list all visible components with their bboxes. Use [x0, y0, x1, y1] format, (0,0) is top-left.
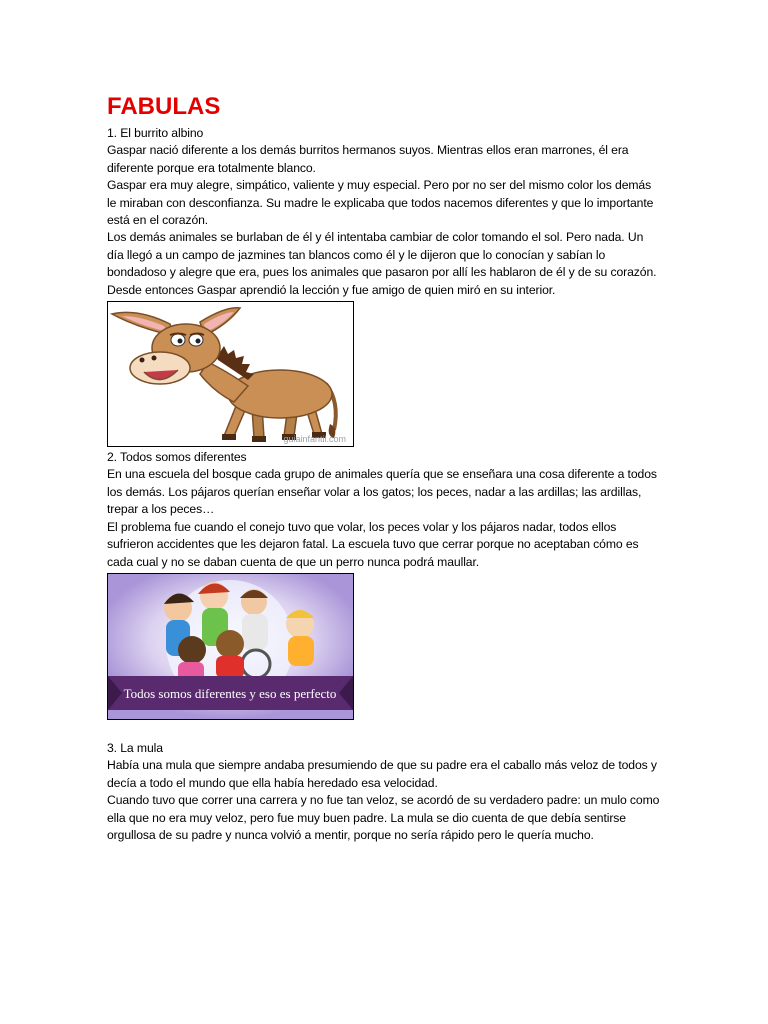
cartoon-children-group-icon — [108, 574, 353, 719]
spacer — [107, 722, 663, 740]
watermark-text: guiainfantil.com — [283, 434, 346, 445]
story-paragraph: Había una mula que siempre andaba presumiendo de que su padre era el caballo más veloz de todos y decía a todo el mundo que ella había heredado esa velocidad. — [107, 758, 657, 790]
story-paragraph: Los demás animales se burlaban de él y él intentaba cambiar de color tomando el sol. Pero nada. Un día llegó a un campo de jazmines tan blancos como él y le dijeron que lo conocían y sabían lo bondadoso y alegre que era, pues los animales que pasaron por allí les hablaron de él y de su corazón. Desde entonces Gaspar aprendió la lección y fue amigo de quien miró en su interior. — [107, 230, 657, 297]
children-illustration — [107, 573, 354, 720]
story-paragraph: Cuando tuvo que correr una carrera y no fue tan veloz, se acordó de su verdadero padre: un mulo como ella que no era muy veloz, pero fue muy buen padre. La mula se dio cuenta de que debía sentirse orgullosa de su padre y nunca volvió a mentir, porque no sería rápido pero le quería mucho. — [107, 793, 660, 842]
story-paragraph: El problema fue cuando el conejo tuvo que volar, los peces volar y los pájaros nadar, todos ellos sufrieron accidentes que les dejaron fatal. La escuela tuvo que cerrar porque no aceptaban cómo es cada cual y no se daban cuenta de que un perro nunca podrá maullar. — [107, 519, 639, 569]
document-page — [107, 92, 663, 844]
story-heading: 1. El burrito albino — [107, 126, 204, 140]
document-title: FABULAS — [107, 93, 221, 120]
banner-text: Todos somos diferentes y eso es perfecto — [123, 685, 337, 701]
donkey-illustration — [107, 301, 354, 447]
cartoon-donkey-icon — [108, 302, 353, 446]
story-heading: 3. La mula — [107, 740, 163, 755]
story-paragraph: Gaspar era muy alegre, simpático, valiente y muy especial. Pero por no ser del mismo color los demás le miraban con desconfianza. Su madre le explicaba que todos nacemos diferentes y que lo importante está en el corazón. — [107, 178, 654, 228]
story-paragraph: Gaspar nació diferente a los demás burritos hermanos suyos. Mientras ellos eran marrones, él era diferente porque era totalmente blanco. — [107, 143, 629, 175]
story-heading: 2. Todos somos diferentes — [107, 450, 247, 465]
story-paragraph: En una escuela del bosque cada grupo de animales quería que se enseñara una cosa diferente a todos los demás. Los pájaros querían enseñar volar a los gatos; los peces, nadar a las ardillas; las ardillas, trepar a los peces… — [107, 467, 657, 517]
